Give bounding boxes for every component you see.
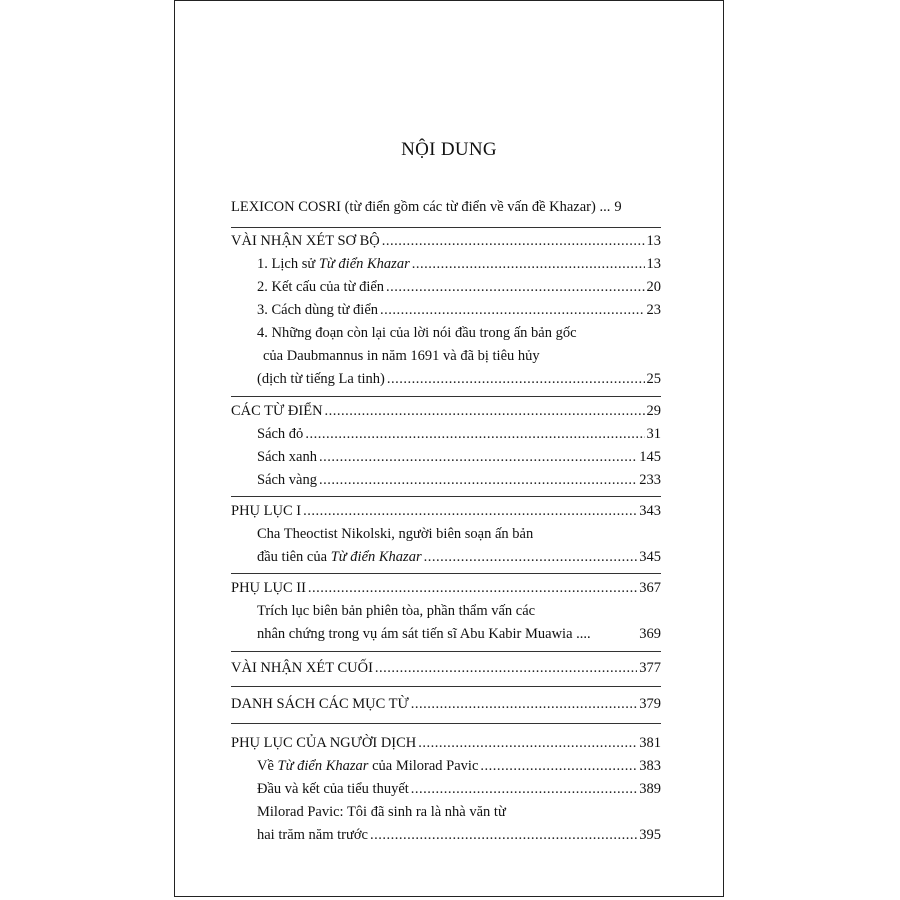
toc-entry-theoctist-line2: [257, 546, 661, 568]
book-title-italic: Từ điển Khazar: [318, 256, 410, 272]
toc-entry-page: 233: [639, 472, 661, 488]
toc-entry-page: 389: [639, 781, 661, 797]
toc-entry-page: 9: [614, 199, 622, 215]
leader-dots: [319, 469, 637, 491]
toc-entry-page: 23: [646, 302, 661, 318]
toc-entry-text: VÀI NHẬN XÉT SƠ BỘ: [231, 233, 380, 249]
toc-entry-text: VÀI NHẬN XÉT CUỐI: [231, 660, 373, 676]
toc-entry-text: PHỤ LỤC I: [231, 503, 302, 519]
toc-entry-nhung-doan-line2: [263, 345, 667, 367]
toc-entry-cac-tu-dien: [231, 400, 661, 422]
toc-entry-page: 343: [639, 503, 661, 519]
leader-dots: [424, 546, 638, 568]
toc-entry-cach-dung: [257, 299, 661, 321]
toc-entry-nhung-doan-line3: [257, 368, 661, 390]
toc-entry-text: đầu tiên của: [257, 549, 331, 565]
toc-entry-ket-cau: [257, 276, 661, 298]
section-divider: [231, 573, 661, 574]
toc-entry-text: 4. Những đoạn còn lại của lời nói đầu trong ấn bản gốc: [257, 325, 577, 341]
section-divider: [231, 686, 661, 687]
toc-entry-phu-luc-ii: [231, 577, 661, 599]
toc-entry-text: LEXICON COSRI (từ điển gồm các từ điển về vấn đề Khazar) ...: [231, 199, 611, 215]
toc-entry-page: 13: [646, 256, 661, 272]
toc-entry-milorad-line1: [257, 801, 661, 823]
section-divider: [231, 651, 661, 652]
toc-entry-text: 2. Kết cấu của từ điển: [257, 279, 385, 295]
book-title-italic: Từ điển Khazar: [277, 758, 369, 774]
leader-dots: [480, 755, 637, 777]
toc-entry-theoctist-line1: [257, 523, 661, 545]
toc-entry-page: 395: [639, 827, 661, 843]
toc-entry-lich-su: [257, 253, 661, 275]
page-title: NỘI DUNG: [401, 139, 497, 160]
toc-entry-text: Milorad Pavic: Tôi đã sinh ra là nhà văn từ: [257, 804, 506, 820]
toc-entry-text: (dịch từ tiếng La tinh): [257, 371, 385, 387]
toc-entry-text: Cha Theoctist Nikolski, người biên soạn ấn bản: [257, 526, 534, 542]
toc-entry-page: 345: [639, 549, 661, 565]
toc-entry-text: Về: [257, 758, 278, 774]
toc-entry-text: Trích lục biên bản phiên tòa, phần thẩm vấn các: [257, 603, 536, 619]
section-divider: [231, 396, 661, 397]
toc-entry-text: của Daubmannus in năm 1691 và đã bị tiêu hủy: [263, 348, 540, 364]
leader-dots: [387, 368, 645, 390]
toc-entry-trich-luc-line2: [257, 623, 661, 645]
leader-dots: [370, 824, 637, 846]
toc-entry-page: 377: [639, 660, 661, 676]
toc-entry-ve-tu-dien-khazar: [257, 755, 661, 777]
section-divider: [231, 227, 661, 228]
toc-entry-page: 25: [646, 371, 661, 387]
toc-entry-sach-xanh: [257, 446, 661, 468]
toc-entry-page: 369: [639, 626, 661, 642]
leader-dots: [308, 577, 637, 599]
toc-entry-text: CÁC TỪ ĐIỂN: [231, 403, 323, 419]
toc-entry-nhung-doan-line1: [257, 322, 661, 344]
toc-entry-page: 31: [646, 426, 661, 442]
toc-entry-trich-luc-line1: [257, 600, 661, 622]
book-page: [174, 0, 724, 897]
toc-entry-phu-luc-i: [231, 500, 661, 522]
toc-entry-text: PHỤ LỤC II: [231, 580, 306, 596]
toc-entry-text: của Milorad Pavic: [368, 758, 479, 774]
leader-dots: [411, 778, 637, 800]
leader-dots: [418, 732, 637, 754]
toc-entry-page: 145: [639, 449, 661, 465]
leader-dots: [319, 446, 637, 468]
leader-dots: [386, 276, 644, 298]
toc-entry-page: 381: [639, 735, 661, 751]
leader-dots: [412, 253, 645, 275]
toc-entry-page: 20: [646, 279, 661, 295]
leader-dots: [305, 423, 644, 445]
toc-entry-dau-va-ket: [257, 778, 661, 800]
toc-entry-text: DANH SÁCH CÁC MỤC TỪ: [231, 696, 409, 712]
toc-entry-page: 13: [646, 233, 661, 249]
book-title-italic: Từ điển Khazar: [330, 549, 422, 565]
toc-entry-text: 3. Cách dùng từ điển: [257, 302, 379, 318]
leader-dots: [325, 400, 645, 422]
toc-entry-sach-vang: [257, 469, 661, 491]
leader-dots: [382, 230, 645, 252]
toc-entry-text: 1. Lịch sử: [257, 256, 319, 272]
toc-entry-vai-nhan-xet-so-bo: [231, 230, 661, 252]
leader-dots: [411, 693, 637, 715]
toc-entry-text: Sách đỏ: [257, 426, 304, 442]
toc-entry-page: 29: [646, 403, 661, 419]
toc-entry-vai-nhan-xet-cuoi: [231, 657, 661, 679]
toc-entry-phu-luc-cua-nguoi-dich: [231, 732, 661, 754]
toc-entry-page: 383: [639, 758, 661, 774]
leader-dots: [375, 657, 637, 679]
toc-entry-lexicon-cosri: [231, 196, 661, 218]
toc-entry-text: hai trăm năm trước: [257, 827, 368, 843]
section-divider: [231, 723, 661, 724]
toc-entry-danh-sach-cac-muc-tu: [231, 693, 661, 715]
toc-entry-text: nhân chứng trong vụ ám sát tiến sĩ Abu Kabir Muawia ....: [257, 626, 591, 642]
toc-entry-text: Đầu và kết của tiểu thuyết: [257, 781, 409, 797]
toc-entry-text: Sách vàng: [257, 472, 317, 488]
section-divider: [231, 496, 661, 497]
toc-entry-sach-do: [257, 423, 661, 445]
toc-entry-milorad-line2: [257, 824, 661, 846]
toc-entry-page: 367: [639, 580, 661, 596]
leader-dots: [303, 500, 637, 522]
toc-entry-text: PHỤ LỤC CỦA NGƯỜI DỊCH: [231, 735, 417, 751]
leader-dots: [380, 299, 644, 321]
toc-entry-page: 379: [639, 696, 661, 712]
toc-entry-text: Sách xanh: [257, 449, 317, 465]
